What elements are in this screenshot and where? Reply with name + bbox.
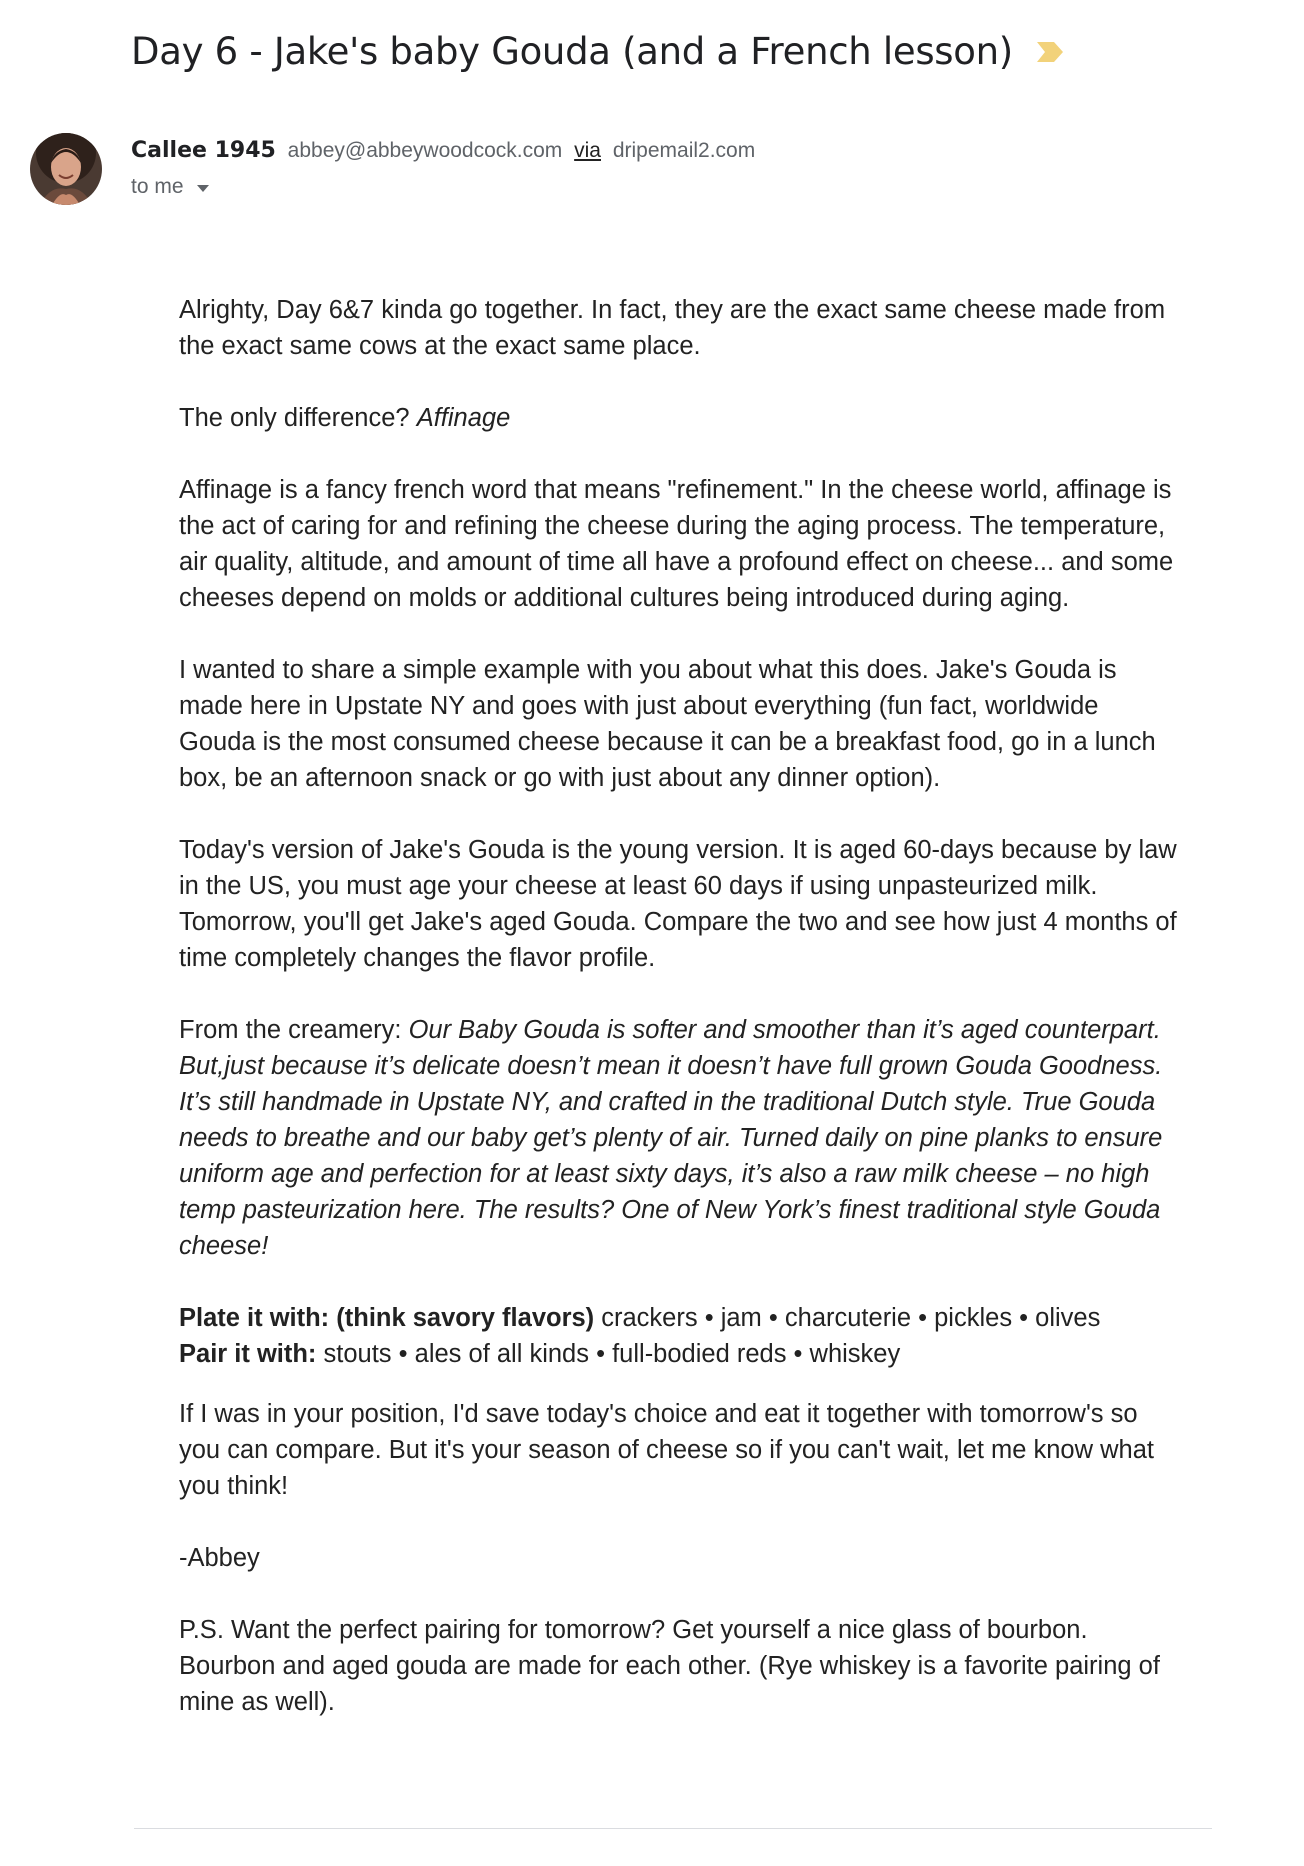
body-signoff: -Abbey (179, 1544, 260, 1572)
plate-label: Plate it with: (think savory flavors) (179, 1304, 595, 1332)
affinage-term: Affinage (416, 404, 511, 432)
body-paragraph-intro: Alrighty, Day 6&7 kinda go together. In fact, they are the exact same cheese made from the exact same cows at the exact same place. (179, 296, 1166, 360)
body-paragraph-young-version: Today's version of Jake's Gouda is the young version. It is aged 60-days because by law in the US, you must age your cheese at least 60 days if using unpasteurized milk. Tomorrow, you'll get Jake's aged Gouda. Compare the two and see how just 4 months of time completely changes the flavor profile. (179, 836, 1177, 972)
sender-name[interactable]: Callee 1945 (131, 138, 276, 163)
pair-items: stouts • ales of all kinds • full-bodied reds • whiskey (316, 1340, 901, 1368)
sender-email: abbey@abbeywoodcock.com (287, 139, 563, 162)
body-postscript: P.S. Want the perfect pairing for tomorrow? Get yourself a nice glass of bourbon. Bourbon and aged gouda are made for each other. (Rye whiskey is a favorite pairing of mine as well). (179, 1616, 1160, 1716)
creamery-lead: From the creamery: (179, 1016, 409, 1044)
plate-items: crackers • jam • charcuterie • pickles • olives (594, 1304, 1101, 1332)
body-paragraph-affinage: Affinage is a fancy french word that means "refinement." In the cheese world, affinage is the act of caring for and refining the cheese during the aging process. The temperature, air quality, altitude, and amount of time all have a profound effect on cheese... and some cheeses depend on molds or additional cultures being introduced during aging. (179, 476, 1174, 612)
chevron-down-icon[interactable] (197, 185, 209, 192)
message-divider (134, 1828, 1212, 1829)
subject-row (131, 30, 1065, 73)
recipient-label: to me (131, 175, 184, 198)
body-pairings (179, 1300, 1179, 1372)
email-subject: Day 6 - Jake's baby Gouda (and a French lesson) (131, 30, 1013, 73)
via-link[interactable]: via (574, 139, 601, 162)
body-paragraph-example: I wanted to share a simple example with you about what this does. Jake's Gouda is made here in Upstate NY and goes with just about everything (fun fact, worldwide Gouda is the most consumed cheese because it can be a breakfast food, go in a lunch box, be an afternoon snack or go with just about any dinner option). (179, 656, 1156, 792)
importance-marker-icon[interactable] (1035, 40, 1065, 64)
body-paragraph-difference (179, 400, 1179, 436)
body-paragraph-advice: If I was in your position, I'd save today's choice and eat it together with tomorrow's so you can compare. But it's your season of cheese so if you can't wait, let me know what you think! (179, 1400, 1154, 1500)
sender-line (131, 138, 755, 163)
creamery-quote: Our Baby Gouda is softer and smoother than it’s aged counterpart. But,just because it’s delicate doesn’t mean it doesn’t have full grown Gouda Goodness. It’s still handmade in Upstate NY, and crafted in the traditional Dutch style. True Gouda needs to breathe and our baby get’s plenty of air. Turned daily on pine planks to ensure uniform age and perfection for at least sixty days, it’s also a raw milk cheese – no high temp pasteurization here. The results? One of New York’s finest traditional style Gouda cheese! (179, 1016, 1163, 1260)
via-domain: dripemail2.com (612, 139, 756, 162)
body-paragraph-creamery (179, 1012, 1179, 1264)
sender-avatar[interactable] (30, 133, 102, 205)
pair-label: Pair it with: (179, 1340, 317, 1368)
email-body (179, 292, 1179, 1756)
difference-lead: The only difference? (179, 404, 417, 432)
recipient-details-toggle[interactable] (131, 175, 209, 199)
